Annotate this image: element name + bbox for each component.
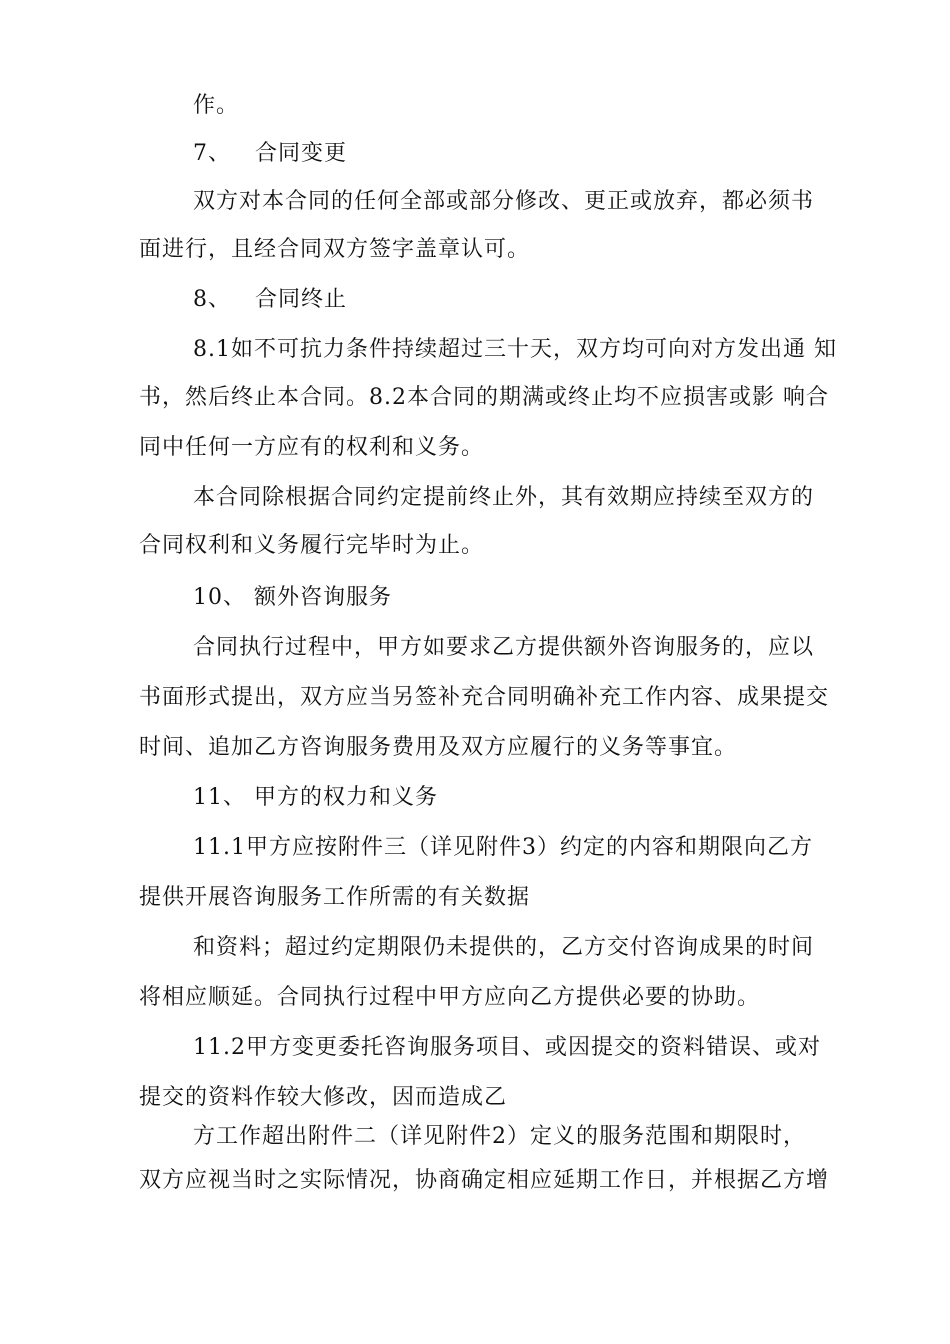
paragraph-line: 提供开展咨询服务工作所需的有关数据 [139, 885, 531, 910]
paragraph-line: 方工作超出附件二（详见附件2）定义的服务范围和期限时， [193, 1124, 806, 1149]
paragraph-line: 合同权利和义务履行完毕时为止。 [139, 533, 485, 558]
paragraph-line: 书，然后终止本合同。8.2本合同的期满或终止均不应损害或影 响合 [139, 385, 829, 410]
paragraph-line: 双方应视当时之实际情况，协商确定相应延期工作日，并根据乙方增 [139, 1168, 830, 1193]
section-heading-contract-termination: 8、 合同终止 [193, 287, 347, 312]
paragraph-line: 作。 [193, 93, 240, 118]
section-heading-extra-consulting: 10、 额外咨询服务 [193, 585, 392, 610]
paragraph-line: 和资料；超过约定期限仍未提供的，乙方交付咨询成果的时间 [193, 935, 815, 960]
paragraph-line: 合同执行过程中，甲方如要求乙方提供额外咨询服务的，应以 [193, 635, 815, 660]
paragraph-line: 8.1如不可抗力条件持续超过三十天，双方均可向对方发出通 知 [193, 337, 837, 362]
paragraph-line: 11.2甲方变更委托咨询服务项目、或因提交的资料错误、或对 [193, 1035, 821, 1060]
section-heading-contract-change: 7、 合同变更 [193, 141, 347, 166]
paragraph-line: 本合同除根据合同约定提前终止外，其有效期应持续至双方的 [193, 485, 815, 510]
paragraph-line: 双方对本合同的任何全部或部分修改、更正或放弃，都必须书 [193, 189, 815, 214]
paragraph-line: 时间、追加乙方咨询服务费用及双方应履行的义务等事宜。 [139, 735, 738, 760]
paragraph-line: 将相应顺延。合同执行过程中甲方应向乙方提供必要的协助。 [139, 985, 761, 1010]
paragraph-line: 11.1甲方应按附件三（详见附件3）约定的内容和期限向乙方 [193, 835, 813, 860]
section-heading-party-a-rights: 11、 甲方的权力和义务 [193, 785, 438, 810]
paragraph-line: 同中任何一方应有的权利和义务。 [139, 435, 485, 460]
paragraph-line: 书面形式提出，双方应当另签补充合同明确补充工作内容、成果提交 [139, 685, 830, 710]
paragraph-line: 面进行，且经合同双方签字盖章认可。 [139, 237, 531, 262]
paragraph-line: 提交的资料作较大修改，因而造成乙 [139, 1085, 508, 1110]
